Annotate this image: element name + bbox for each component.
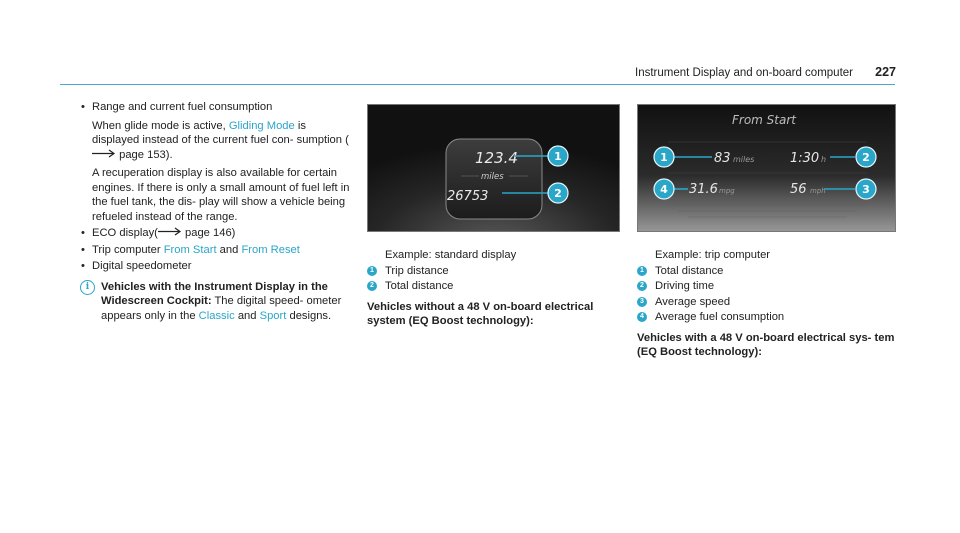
bullet-range <box>80 100 355 224</box>
classic-link[interactable]: Classic <box>198 309 235 322</box>
speed-value: 56 <box>790 182 807 197</box>
numbered-callout-icon: 4 <box>637 312 647 322</box>
svg-text:1: 1 <box>554 150 562 163</box>
consumption-unit: mpg <box>719 187 735 195</box>
svg-text:4: 4 <box>660 183 668 196</box>
legend-item <box>367 279 622 294</box>
note-and: and <box>237 309 257 322</box>
note-text: The digital speed- ometer appears only in the <box>101 295 342 322</box>
legend-text: Total distance <box>385 280 454 292</box>
total-value: 26753 <box>447 189 489 204</box>
column-1 <box>80 100 355 323</box>
time-unit: h <box>821 155 827 164</box>
callout-1 <box>548 146 568 166</box>
eco-text: ECO display( <box>92 227 158 239</box>
page-link-153[interactable]: page 153). <box>119 148 173 161</box>
speed-unit: mph <box>810 187 826 195</box>
numbered-callout-icon: 3 <box>637 297 647 307</box>
bullet-eco <box>80 226 355 241</box>
figure-standard-display <box>367 104 620 232</box>
trip-and: and <box>219 243 239 256</box>
info-icon: i <box>80 280 95 295</box>
legend-item <box>637 295 897 310</box>
caption-trip-computer <box>637 248 897 360</box>
caption-standard-display <box>367 248 622 329</box>
header-title: Instrument Display and on-board computer <box>635 67 853 79</box>
from-start-link[interactable]: From Start <box>163 243 217 256</box>
numbered-callout-icon: 1 <box>367 266 377 276</box>
bullet-speedometer: • Digital speedometer <box>80 259 355 274</box>
legend-text: Average fuel consumption <box>655 311 785 323</box>
distance-unit: miles <box>733 155 755 164</box>
caption-example: Example: standard display <box>385 249 517 261</box>
note-widescreen <box>80 280 355 324</box>
time-value: 1:30 <box>790 151 820 166</box>
glide-paragraph <box>92 119 355 163</box>
callout-3 <box>856 179 876 199</box>
note-text-end: designs. <box>289 309 332 322</box>
trip-value: 123.4 <box>475 149 518 167</box>
glide-text: When glide mode is active, <box>92 119 226 132</box>
numbered-callout-icon: 2 <box>367 281 377 291</box>
trip-title: From Start <box>732 113 796 127</box>
legend-item <box>637 264 897 279</box>
caption-example: Example: trip computer <box>655 249 771 261</box>
page-number: 227 <box>875 65 896 79</box>
header-rule <box>60 84 895 85</box>
sport-link[interactable]: Sport <box>259 309 287 322</box>
bullet-trip <box>80 243 355 258</box>
svg-text:2: 2 <box>862 151 870 164</box>
legend-item <box>367 264 622 279</box>
callout-2 <box>856 147 876 167</box>
glide-text-2: is displayed instead of the current fuel con- sumption ( <box>92 119 349 146</box>
distance-value: 83 <box>714 151 731 166</box>
section-heading: Vehicles with a 48 V on-board electrical sys- tem (EQ Boost technology): <box>637 331 895 358</box>
page-link-146[interactable]: page 146) <box>185 227 236 239</box>
legend-item <box>637 279 897 294</box>
numbered-callout-icon: 2 <box>637 281 647 291</box>
legend-text: Total distance <box>655 264 724 277</box>
legend-text: Driving time <box>655 280 715 292</box>
arrow-right-icon <box>92 148 116 163</box>
legend-text: Trip distance <box>385 264 449 277</box>
gliding-mode-link[interactable]: Gliding Mode <box>228 119 295 132</box>
section-heading: Vehicles without a 48 V on-board electrical system (EQ Boost technology): <box>367 300 594 327</box>
svg-text:2: 2 <box>554 187 562 200</box>
trip-text: Trip computer <box>92 243 161 256</box>
recuperation-paragraph: A recuperation display is also available for certain engines. If there is only a small amount of fuel left in the fuel tank, the dis- play will show a vehicle being refueled instead of the range. <box>92 167 350 223</box>
bullet-range-text: Range and current fuel consumption <box>92 101 273 113</box>
legend-item <box>637 310 897 325</box>
svg-text:1: 1 <box>660 151 668 164</box>
arrow-right-icon <box>158 226 182 241</box>
figure-trip-computer <box>637 104 896 232</box>
svg-text:3: 3 <box>862 183 870 196</box>
numbered-callout-icon: 1 <box>637 266 647 276</box>
consumption-value: 31.6 <box>689 182 718 197</box>
callout-1 <box>654 147 674 167</box>
unit-label: miles <box>481 172 504 182</box>
callout-2 <box>548 183 568 203</box>
legend-text: Average speed <box>655 295 731 308</box>
from-reset-link[interactable]: From Reset <box>241 243 300 256</box>
note-heading: Vehicles with the Instrument Display in the Widescreen Cockpit: <box>101 280 328 307</box>
callout-4 <box>654 179 674 199</box>
